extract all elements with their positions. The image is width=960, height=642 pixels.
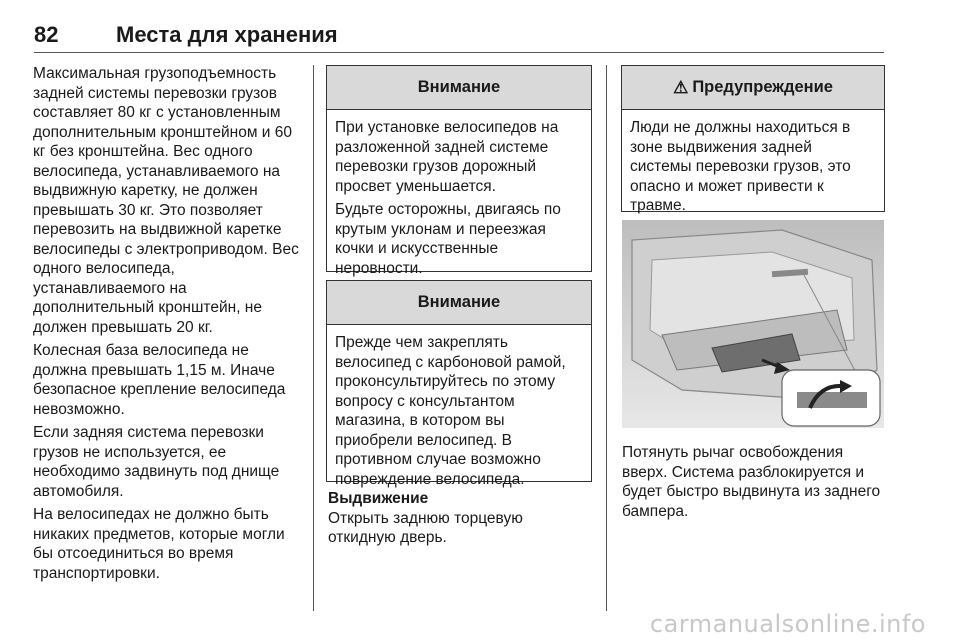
warning-triangle-icon: ⚠ [673, 77, 689, 97]
notice-box [326, 280, 592, 488]
column-divider [606, 65, 607, 611]
bumper-release-illustration [622, 220, 884, 428]
notice-title: Внимание [327, 281, 591, 325]
paragraph: На велосипедах не должно быть никаких предметов, которые могли бы отсоединиться во время транспортировки. [33, 506, 285, 582]
figure-caption [622, 443, 884, 521]
paragraph: Максимальная грузоподъемность задней системы перевозки грузов составляет 80 кг с установленным дополнительным кронштейном и 60 кг без кронштейна. Вес одного велосипеда, устанавливаемого на выдвижную каретку, не должен превышать 30 кг. Это позволяет перевозить на выдвижной каретке велосипеды с электроприводом. Вес одного велосипеда, устанавливаемого на дополнительный кронштейн, не должен превышать 20 кг. [33, 65, 299, 336]
caption-text: Потянуть рычаг освобождения вверх. Система разблокируется и будет быстро выдвинута из заднего бампера. [622, 444, 881, 520]
warning-title: Предупреждение [692, 78, 833, 96]
notice-title: Внимание [327, 66, 591, 110]
paragraph: Колесная база велосипеда не должна превышать 1,15 м. Иначе безопасное крепление велосипеда невозможно. [33, 342, 286, 418]
watermark: carmanualsonline.info [649, 610, 926, 638]
warning-header [622, 66, 884, 110]
column-left [33, 64, 301, 587]
extend-section [328, 489, 590, 548]
notice-text: Будьте осторожны, двигаясь по крутым уклонам и переезжая кочки и искусственные неровности. [335, 201, 561, 277]
section-text: Открыть заднюю торцевую откидную дверь. [328, 509, 523, 546]
warning-box [621, 65, 885, 212]
header-divider [34, 52, 884, 53]
notice-text: Прежде чем закреплять велосипед с карбоновой рамой, проконсультируйтесь по этому вопросу с консультантом магазина, в котором вы приобрели велосипед. В противном случае возможно повреждение велосипеда. [335, 334, 566, 488]
warning-text: Люди не должны находиться в зоне выдвижения задней системы перевозки грузов, это опасно и может привести к травме. [630, 119, 851, 214]
column-divider [313, 65, 314, 611]
page-title: Места для хранения [116, 22, 338, 47]
section-heading: Выдвижение [328, 490, 429, 507]
paragraph: Если задняя система перевозки грузов не используется, ее необходимо задвинуть под днище автомобиля. [33, 424, 280, 500]
notice-text: При установке велосипедов на разложенной задней системе перевозки грузов дорожный просвет уменьшается. [335, 119, 559, 195]
page-number: 82 [34, 22, 59, 47]
notice-box [326, 65, 592, 277]
